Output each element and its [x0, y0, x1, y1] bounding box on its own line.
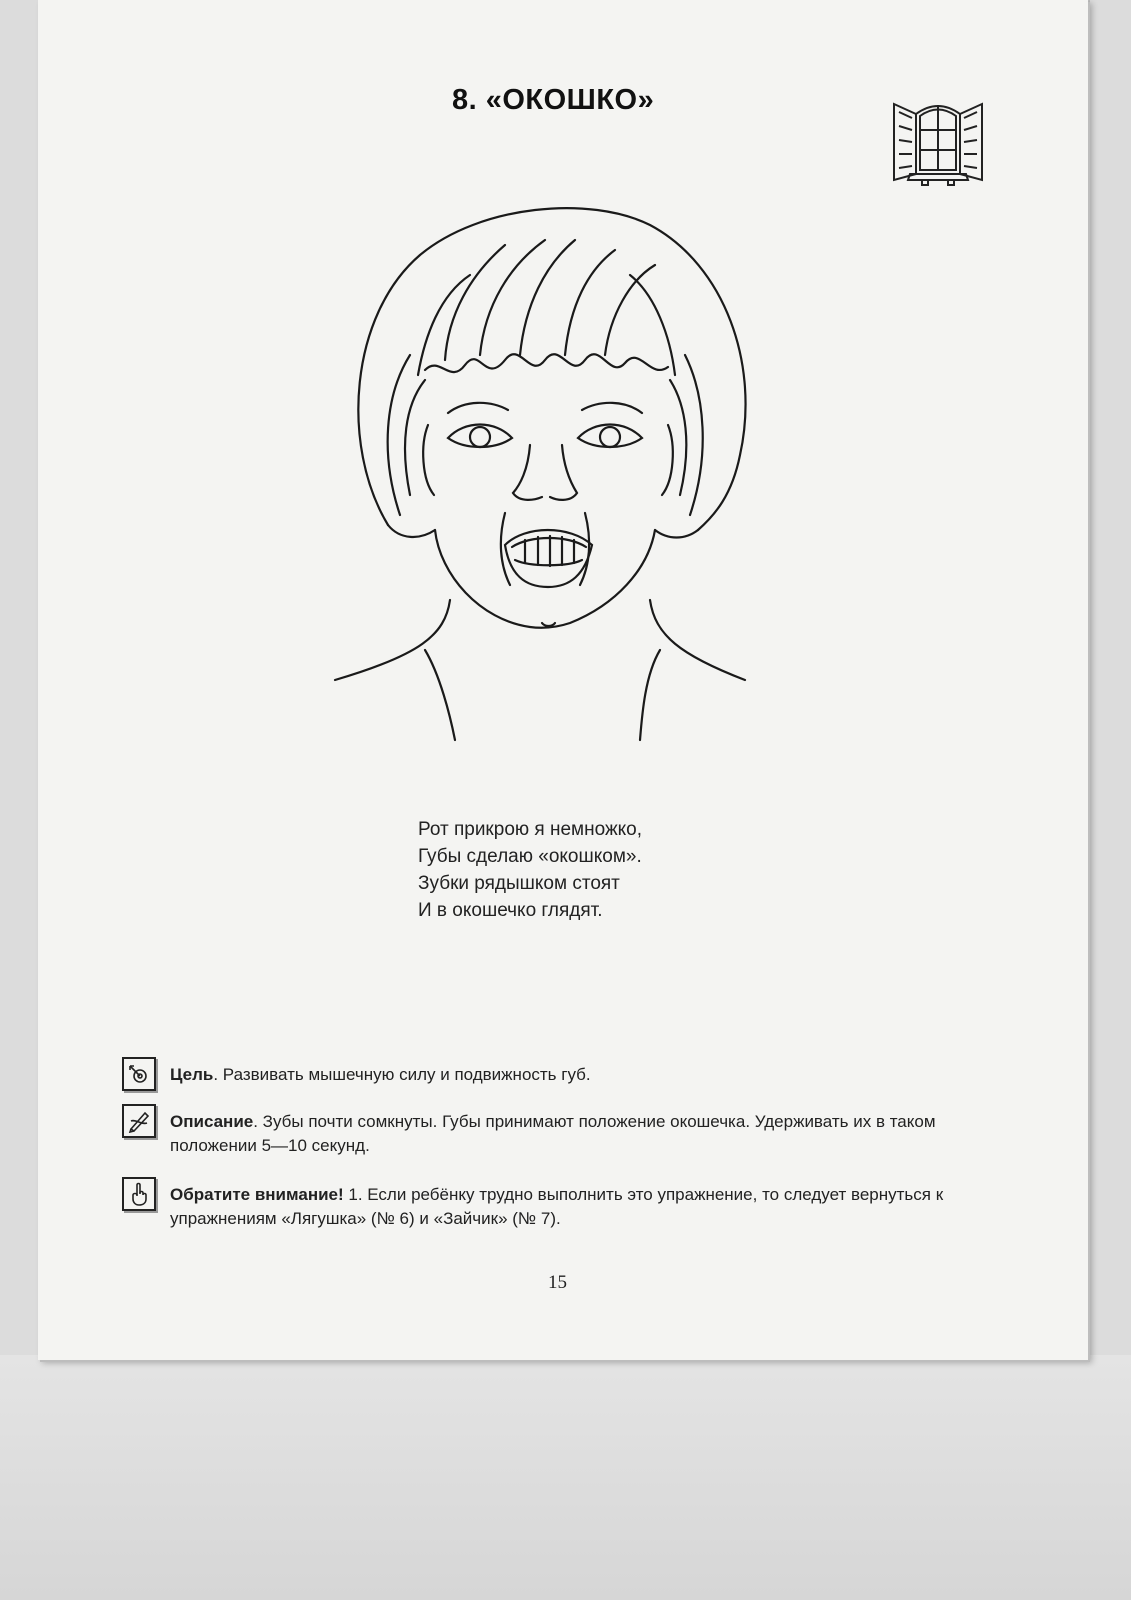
description-body: . Зубы почти сомкнуты. Губы принимают положение окошечка. Удерживать их в таком положении 5—10 секунд.	[170, 1112, 936, 1155]
scan-background	[0, 1355, 1131, 1600]
goal-label: Цель	[170, 1065, 214, 1084]
poem-line: Зубки рядышком стоят	[418, 873, 620, 894]
window-icon	[888, 96, 988, 188]
target-icon	[122, 1057, 156, 1091]
description-text	[170, 1110, 1002, 1158]
goal-text	[170, 1063, 1002, 1087]
poem	[418, 816, 642, 924]
page-number: 15	[548, 1272, 567, 1293]
description-label: Описание	[170, 1112, 254, 1131]
goal-body: . Развивать мышечную силу и подвижность губ.	[213, 1065, 591, 1084]
pointing-finger-icon	[122, 1177, 156, 1211]
attention-label: Обратите внимание!	[170, 1185, 344, 1204]
page-title: 8. «ОКОШКО»	[452, 84, 655, 116]
pencil-icon	[122, 1104, 156, 1138]
attention-text	[170, 1183, 1002, 1231]
attention-body: 1. Если ребёнку трудно выполнить это упражнение, то следует вернуться к упражнениям «Лягушка» (№ 6) и «Зайчик» (№ 7).	[170, 1185, 944, 1228]
poem-line: Губы сделаю «окошком».	[418, 846, 642, 867]
child-face-illustration	[330, 195, 770, 755]
poem-line: Рот прикрою я немножко,	[418, 819, 643, 840]
poem-line: И в окошечко глядят.	[418, 900, 603, 921]
